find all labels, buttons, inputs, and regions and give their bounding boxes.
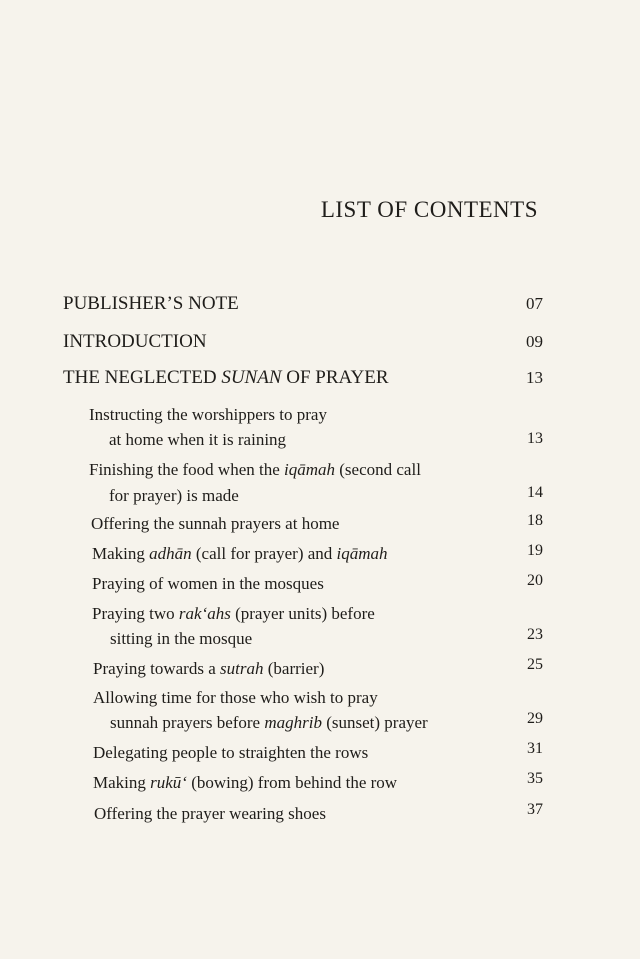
toc-entry-line: Allowing time for those who wish to pray [93, 688, 378, 707]
toc-entry-title: PUBLISHER’S NOTE [63, 293, 239, 314]
toc-page-number: 35 [527, 770, 543, 787]
toc-page-number: 19 [527, 542, 543, 559]
toc-page-number: 20 [527, 572, 543, 589]
toc-entry-line: Praying towards a sutrah (barrier) [93, 659, 325, 678]
toc-page-number: 25 [527, 656, 543, 673]
toc-entry-line: Making rukū‘ (bowing) from behind the row [93, 773, 398, 792]
toc-page-number: 29 [527, 710, 543, 727]
toc-entry-title: INTRODUCTION [63, 331, 207, 352]
toc-entry-line: Delegating people to straighten the rows [93, 743, 369, 762]
toc-entry-line: Praying of women in the mosques [92, 574, 324, 593]
toc-entry-line: sunnah prayers before maghrib (sunset) prayer [110, 713, 428, 732]
page-title: LIST OF CONTENTS [320, 197, 538, 222]
toc-entry-line: sitting in the mosque [110, 629, 253, 648]
toc-page-number: 37 [527, 801, 543, 818]
toc-entry-line: for prayer) is made [109, 486, 239, 505]
toc-page-number: 07 [526, 294, 543, 313]
toc-entry-line: Finishing the food when the iqāmah (second call [89, 460, 421, 479]
toc-entry-line: Offering the prayer wearing shoes [94, 804, 326, 823]
toc-page-number: 09 [526, 332, 543, 351]
toc-entry-line: Praying two rak‘ahs (prayer units) before [92, 604, 375, 623]
toc-entry-line: at home when it is raining [109, 430, 287, 449]
toc-entry-line: Instructing the worshippers to pray [89, 405, 327, 424]
toc-page-number: 31 [527, 740, 543, 757]
toc-entry-line: Offering the sunnah prayers at home [91, 514, 340, 533]
toc-entry-title: THE NEGLECTED SUNAN OF PRAYER [63, 367, 389, 388]
toc-page-number: 13 [527, 430, 543, 447]
toc-page-number: 13 [526, 368, 543, 387]
toc-page-number: 14 [527, 484, 543, 501]
toc-entry-line: Making adhān (call for prayer) and iqāmah [92, 544, 388, 563]
toc-page-number: 23 [527, 626, 543, 643]
toc-page-number: 18 [527, 512, 543, 529]
